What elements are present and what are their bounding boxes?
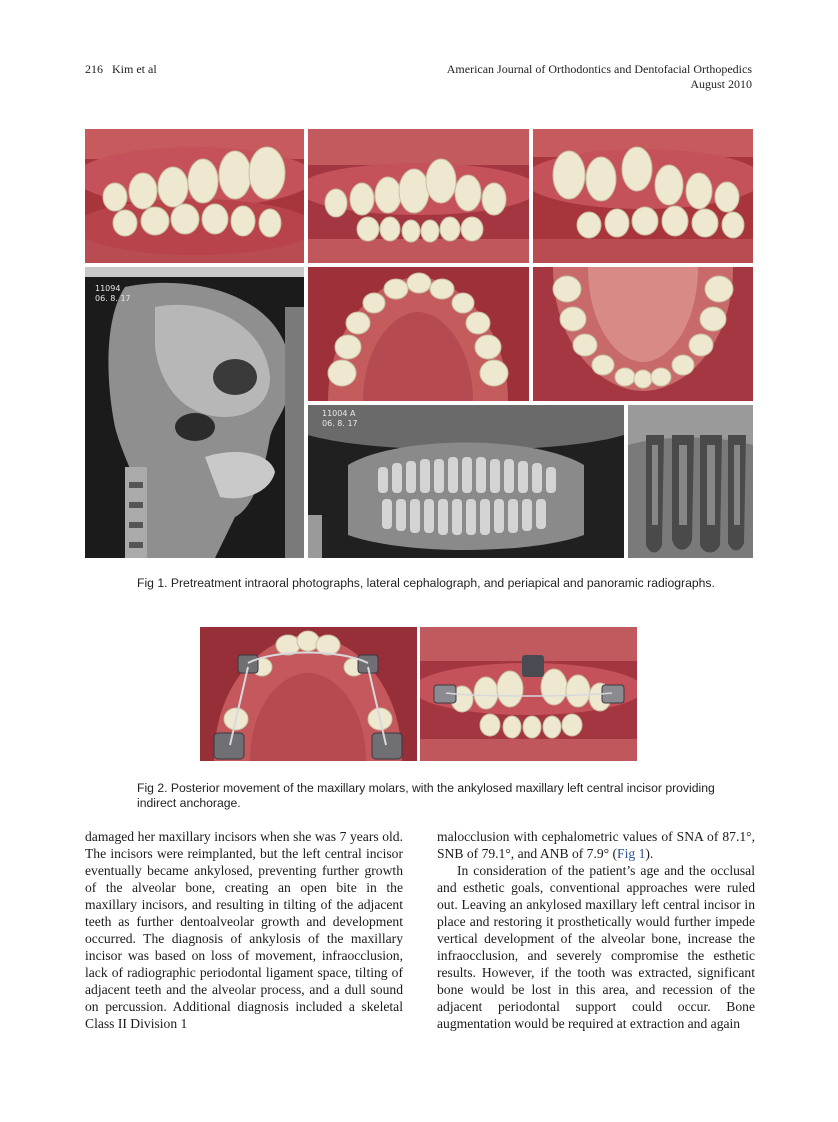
pano-film-label [322, 409, 358, 429]
photo-intraoral-right [85, 129, 304, 263]
photo-intraoral-left [533, 129, 753, 263]
photo-intraoral-frontal [308, 129, 529, 263]
page-number: 216 [85, 62, 103, 76]
running-header-right [447, 62, 752, 92]
body-right-column [437, 828, 755, 1032]
figure-1-caption: Fig 1. Pretreatment intraoral photographs, lateral cephalograph, and periapical and panoramic radiographs. [137, 576, 715, 590]
lateral-cephalograph [85, 267, 304, 558]
photo-maxillary-occlusal [308, 267, 529, 401]
body-left-column [85, 828, 403, 1032]
para1-text: malocclusion with cephalometric values of SNA of 87.1°, SNB of 79.1°, and ANB of 7.9° ( [437, 829, 755, 861]
panoramic-radiograph [308, 405, 624, 558]
issue-date: August 2010 [690, 77, 752, 91]
figure-2-caption: Fig 2. Posterior movement of the maxillary molars, with the ankylosed maxillary left central incisor providing indirect anchorage. [137, 781, 715, 810]
body-right-paragraph-1 [437, 828, 755, 862]
photo-appliance-frontal [420, 627, 637, 761]
para1-text-end: ). [645, 846, 654, 861]
pano-label-id: 11004 A [322, 409, 356, 418]
journal-title: American Journal of Orthodontics and Dentofacial Orthopedics [446, 62, 752, 76]
ceph-film-label [95, 284, 131, 304]
fig-1-reference-link[interactable]: Fig 1 [617, 846, 646, 861]
header-authors: Kim et al [112, 62, 157, 76]
periapical-radiograph [628, 405, 753, 558]
photo-mandibular-occlusal [533, 267, 753, 401]
body-right-paragraph-2: In consideration of the patient’s age and the occlusal and esthetic goals, conventional approaches were ruled out. Leaving an ankylosed maxillary left central incisor in place and restoring it prosthetically would further impede vertical development of the alveolar bone, increase the infraocclusion, and severely compromise the esthetic results. However, if the tooth was extracted, significant bone would be lost in this area, and recession of the adjacent periodontal support could occur. Bone augmentation would be required at extraction and again [437, 863, 755, 1031]
photo-appliance-occlusal [200, 627, 417, 761]
running-header-left [85, 62, 157, 77]
ceph-label-date: 06. 8. 17 [95, 294, 131, 303]
pano-label-date: 06. 8. 17 [322, 419, 358, 428]
body-left-paragraph: damaged her maxillary incisors when she was 7 years old. The incisors were reimplanted, but the left central incisor eventually became ankylosed, preventing further growth of the alveolar bone, creating an open bite in the maxillary incisors, and resulting in tilting of the adjacent teeth as further dentoalveolar growth and development occurred. The diagnosis of ankylosis of the maxillary incisor was based on loss of movement, infraocclusion, lack of radiographic periodontal ligament space, tilting of adjacent teeth and the alveolar process, and a dull sound on percussion. Additional diagnosis included a skeletal Class II Division 1 [85, 829, 403, 1031]
ceph-label-id: 11094 [95, 284, 121, 293]
